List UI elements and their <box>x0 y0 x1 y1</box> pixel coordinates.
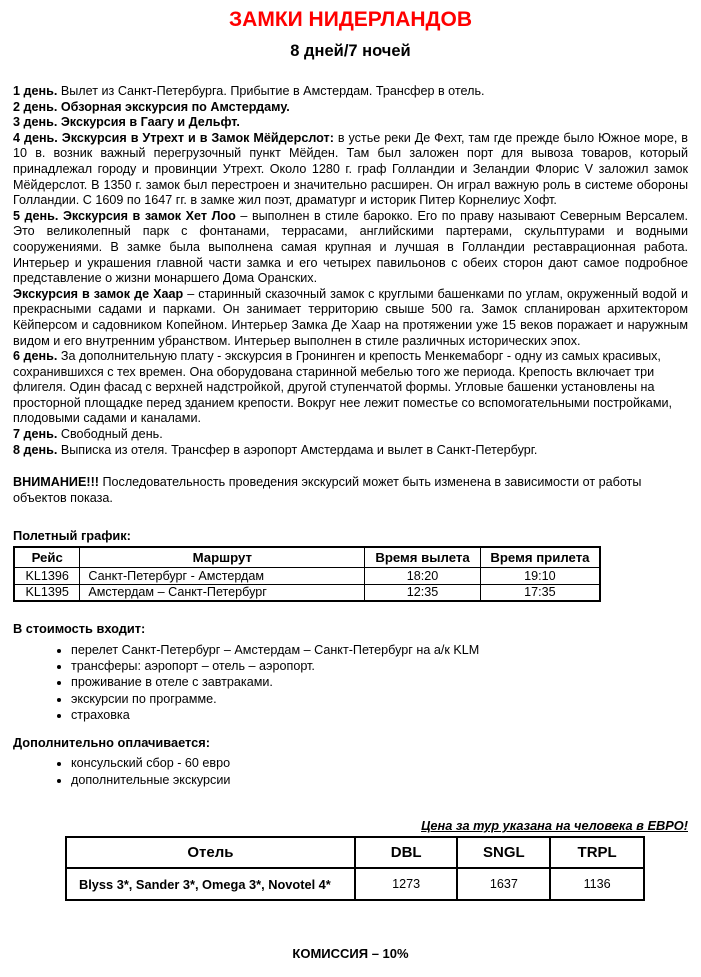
departure-time: 18:20 <box>365 567 481 584</box>
list-item: • экскурсии по программе. <box>71 691 688 707</box>
day-text: – выполнен в стиле барокко. Его по праву называют Северным Версалем. Это великолепный парк с фонтанами, террасами, английскими партерами, скульптурами и водными сооружениями. В замке была выполнена самая крупная и лучшая в Голландии реставрационная работа. Интерьер и украшения главной части замка и его четырех павильонов с обеих сторон дают самое подробное представление о жизни монаршего Дома Оранских. <box>13 208 688 286</box>
hotel-table-header-row <box>66 837 644 868</box>
itinerary-paragraph-day-4 <box>13 131 688 209</box>
itinerary-paragraph-day-2 <box>13 100 688 116</box>
list-item: • перелет Санкт-Петербург – Амстердам – Санкт-Петербург на а/к KLM <box>71 642 688 658</box>
excursion-label: Экскурсия в замок де Хаар <box>13 286 184 301</box>
hotel-table-row <box>66 868 644 900</box>
list-item: • консульский сбор - 60 евро <box>71 755 688 771</box>
departure-time: 12:35 <box>365 584 481 601</box>
list-item: • дополнительные экскурсии <box>71 772 688 788</box>
column-header-flight: Рейс <box>14 547 80 567</box>
flight-route: Санкт-Петербург - Амстердам <box>80 567 365 584</box>
attention-notice <box>13 475 688 506</box>
flight-table-header-row <box>14 547 600 567</box>
column-header-route: Маршрут <box>80 547 365 567</box>
itinerary-section <box>13 84 688 458</box>
flight-table-row <box>14 567 600 584</box>
flight-number: KL1395 <box>14 584 80 601</box>
itinerary-paragraph-day-3 <box>13 115 688 131</box>
day-label: 8 день. <box>13 442 58 457</box>
flight-table-row <box>14 584 600 601</box>
day-label: 6 день. <box>13 349 58 364</box>
flight-schedule-heading: Полетный график: <box>13 528 131 544</box>
day-label: 2 день. Обзорная экскурсия по Амстердаму. <box>13 99 290 114</box>
included-heading: В стоимость входит: <box>13 621 146 637</box>
day-label: 4 день. Экскурсия в Утрехт и в Замок Мёйдерслот: <box>13 130 334 145</box>
attention-text: Последовательность проведения экскурсий может быть изменена в зависимости от работы объектов показа. <box>13 475 642 505</box>
column-header-arrival: Время прилета <box>480 547 600 567</box>
itinerary-paragraph-day-8 <box>13 443 688 459</box>
list-item: • страховка <box>71 707 688 723</box>
day-text: За дополнительную плату - экскурсия в Гронинген и крепость Менкемаборг - одну из самых красивых, сохранившихся с тех времен. Она оборудована старинной мебелью того же периода. Крепость включает три флигеля. Один фасад с верхней надстройкой, другой ступенчатой формы. Угловые башенки установлены на просторной площадке перед зданием крепости. Вокруг нее лежит поместье со вспомогательными постройками, плодовыми садами и каналами. <box>13 349 673 426</box>
itinerary-paragraph-day-7 <box>13 427 688 443</box>
day-label: 7 день. <box>13 427 58 442</box>
column-header-hotel: Отель <box>66 837 355 868</box>
page-title: ЗАМКИ НИДЕРЛАНДОВ <box>229 8 472 31</box>
list-item: • трансферы: аэропорт – отель – аэропорт. <box>71 658 688 674</box>
price-sngl: 1637 <box>457 868 550 900</box>
attention-label: ВНИМАНИЕ!!! <box>13 475 99 490</box>
itinerary-paragraph-day-1 <box>13 84 688 100</box>
page-subtitle: 8 дней/7 ночей <box>290 42 411 60</box>
arrival-time: 17:35 <box>480 584 600 601</box>
column-header-sngl: SNGL <box>457 837 550 868</box>
itinerary-paragraph-day-5 <box>13 209 688 287</box>
flight-schedule-table <box>13 546 601 602</box>
price-note: Цена за тур указана на человека в ЕВРО! <box>421 818 688 834</box>
flight-number: KL1396 <box>14 567 80 584</box>
day-label: 1 день. <box>13 84 58 98</box>
column-header-dbl: DBL <box>355 837 458 868</box>
hotel-names: Blyss 3*, Sander 3*, Omega 3*, Novotel 4* <box>66 868 355 900</box>
hotel-price-table <box>65 836 645 901</box>
arrival-time: 19:10 <box>480 567 600 584</box>
flight-route: Амстердам – Санкт-Петербург <box>80 584 365 601</box>
day-text: Свободный день. <box>57 427 163 442</box>
itinerary-paragraph-de-haar <box>13 287 688 349</box>
column-header-trpl: TRPL <box>550 837 644 868</box>
day-text: в устье реки Де Фехт, там где прежде было Южное море, в 10 в. возник важный перегрузочный пункт Мёйден. Там был заложен порт для вывоза товаров, который принадлежал городу и провинции Утрехт. Около 1280 г. граф Голландии и Зеландии Флорис V заложил замок Мёйдерслот. В 1350 г. замок был перестроен и значительно расширен. Он играл важную роль в системе обороны Голландии. С 1609 по 1647 гг. в замке жил поэт, драматург и историк Питер Корнелиус Хофт. <box>13 130 688 208</box>
day-label: 5 день. Экскурсия в замок Хет Лоо <box>13 208 236 223</box>
day-label: 3 день. Экскурсия в Гаагу и Дельфт. <box>13 115 240 130</box>
included-list <box>13 642 688 724</box>
day-text: Выписка из отеля. Трансфер в аэропорт Амстердама и вылет в Санкт-Петербург. <box>57 442 538 457</box>
price-dbl: 1273 <box>355 868 458 900</box>
itinerary-paragraph-day-6 <box>13 349 688 427</box>
commission-note: КОМИССИЯ – 10% <box>292 946 409 962</box>
day-text: Вылет из Санкт-Петербурга. Прибытие в Амстердам. Трансфер в отель. <box>57 84 485 98</box>
price-trpl: 1136 <box>550 868 644 900</box>
day-text: – старинный сказочный замок с круглыми башенками по углам, окруженный водой и прекрасными садами и парками. Он занимает территорию свыше 500 га. Замок спланирован архитектором Кёйперсом и садовником Копейном. Интерьер Замка Де Хаар на протяжении уже 15 веков поражает и наружным видом и его внутренним убранством. Интерьер выполнен в стиле различных исторических эпох. <box>13 286 688 348</box>
column-header-departure: Время вылета <box>365 547 481 567</box>
list-item: • проживание в отеле с завтраками. <box>71 674 688 690</box>
extra-cost-heading: Дополнительно оплачивается: <box>13 734 211 750</box>
extra-cost-list <box>13 755 688 788</box>
